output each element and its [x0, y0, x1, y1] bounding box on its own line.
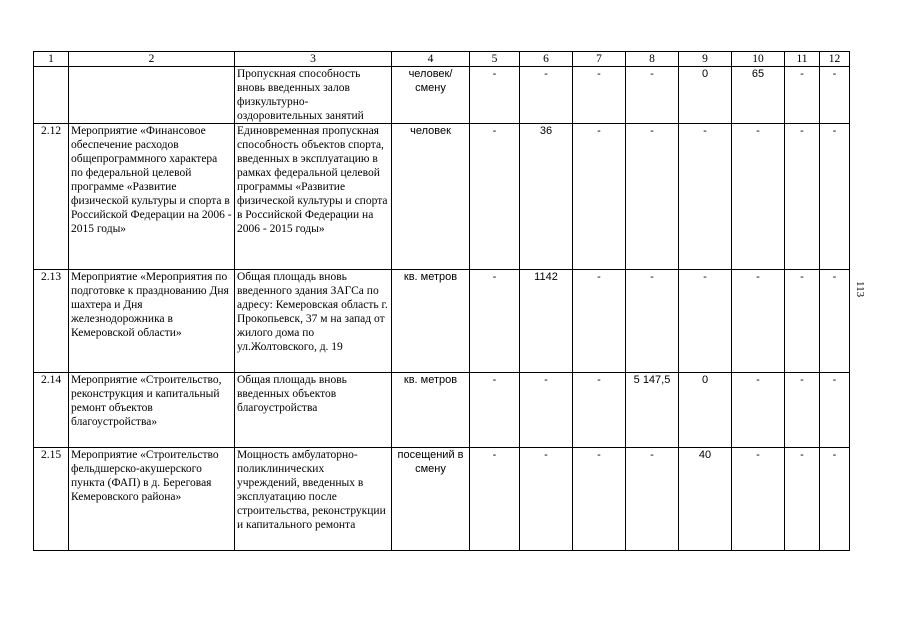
value-cell: - [626, 270, 679, 373]
row-number: 2.15 [34, 448, 69, 551]
value-cell: - [520, 373, 573, 448]
unit-of-measure: кв. метров [392, 373, 470, 448]
value-cell: - [785, 270, 820, 373]
value-cell: 1142 [520, 270, 573, 373]
row-number: 2.14 [34, 373, 69, 448]
value-cell: - [785, 67, 820, 124]
activity-name: Мероприятие «Финансовое обеспечение расходов общепрограммного характера по федеральной целевой программе «Развитие физической культуры и спорта в Российской Федерации на 2006 - 2015 годы» [69, 124, 235, 270]
value-cell: 65 [732, 67, 785, 124]
value-cell: - [573, 270, 626, 373]
value-cell: - [573, 373, 626, 448]
column-number: 6 [520, 52, 573, 67]
value-cell: - [820, 67, 850, 124]
value-cell: 36 [520, 124, 573, 270]
activity-name [69, 67, 235, 124]
value-cell: - [470, 270, 520, 373]
activity-name: Мероприятие «Мероприятия по подготовке к празднованию Дня шахтера и Дня железнодорожника в Кемеровской области» [69, 270, 235, 373]
value-cell: 40 [679, 448, 732, 551]
column-number: 2 [69, 52, 235, 67]
table-row [34, 67, 850, 124]
unit-of-measure: посещений в смену [392, 448, 470, 551]
value-cell: - [470, 448, 520, 551]
row-number: 2.12 [34, 124, 69, 270]
indicator-name: Мощность амбулаторно-поликлинических учреждений, введенных в эксплуатацию после строительства, реконструкции и капитального ремонта [235, 448, 392, 551]
activity-name: Мероприятие «Строительство, реконструкция и капитальный ремонт объектов благоустройства» [69, 373, 235, 448]
indicators-table [33, 51, 850, 551]
column-number: 9 [679, 52, 732, 67]
column-number: 12 [820, 52, 850, 67]
value-cell: - [626, 448, 679, 551]
value-cell: 0 [679, 67, 732, 124]
value-cell: - [732, 373, 785, 448]
indicator-name: Общая площадь вновь введенного здания ЗАГСа по адресу: Кемеровская область г. Прокопьевск, 37 м на запад от жилого дома по ул.Жолтовского, д. 19 [235, 270, 392, 373]
column-number: 7 [573, 52, 626, 67]
value-cell: - [573, 124, 626, 270]
value-cell: 0 [679, 373, 732, 448]
unit-of-measure: кв. метров [392, 270, 470, 373]
table-row [34, 373, 850, 448]
indicator-name: Пропускная способность вновь введенных залов физкультурно-оздоровительных занятий [235, 67, 392, 124]
value-cell: - [470, 124, 520, 270]
indicator-name: Общая площадь вновь введенных объектов благоустройства [235, 373, 392, 448]
column-number-row [34, 52, 850, 67]
value-cell: - [732, 124, 785, 270]
page-number: 113 [854, 281, 866, 298]
column-number: 5 [470, 52, 520, 67]
table-row [34, 124, 850, 270]
value-cell: - [470, 373, 520, 448]
value-cell: - [785, 373, 820, 448]
value-cell: - [520, 67, 573, 124]
value-cell: - [520, 448, 573, 551]
value-cell: - [573, 448, 626, 551]
row-number [34, 67, 69, 124]
value-cell: - [785, 448, 820, 551]
value-cell: - [785, 124, 820, 270]
value-cell: - [732, 448, 785, 551]
value-cell: - [679, 124, 732, 270]
column-number: 4 [392, 52, 470, 67]
value-cell: - [626, 124, 679, 270]
value-cell: - [820, 124, 850, 270]
value-cell: - [573, 67, 626, 124]
value-cell: - [679, 270, 732, 373]
unit-of-measure: человек/ смену [392, 67, 470, 124]
table-row [34, 448, 850, 551]
value-cell: - [820, 373, 850, 448]
value-cell: - [732, 270, 785, 373]
table-row [34, 270, 850, 373]
column-number: 10 [732, 52, 785, 67]
activity-name: Мероприятие «Строительство фельдшерско-акушерского пункта (ФАП) в д. Береговая Кемеровского района» [69, 448, 235, 551]
value-cell: - [820, 270, 850, 373]
value-cell: - [626, 67, 679, 124]
row-number: 2.13 [34, 270, 69, 373]
column-number: 3 [235, 52, 392, 67]
column-number: 8 [626, 52, 679, 67]
column-number: 11 [785, 52, 820, 67]
indicator-name: Единовременная пропускная способность объектов спорта, введенных в эксплуатацию в рамках федеральной целевой программы «Развитие физической культуры и спорта в Российской Федерации на 2006 - 2015 годы» [235, 124, 392, 270]
value-cell: - [470, 67, 520, 124]
unit-of-measure: человек [392, 124, 470, 270]
value-cell: - [820, 448, 850, 551]
column-number: 1 [34, 52, 69, 67]
value-cell: 5 147,5 [626, 373, 679, 448]
